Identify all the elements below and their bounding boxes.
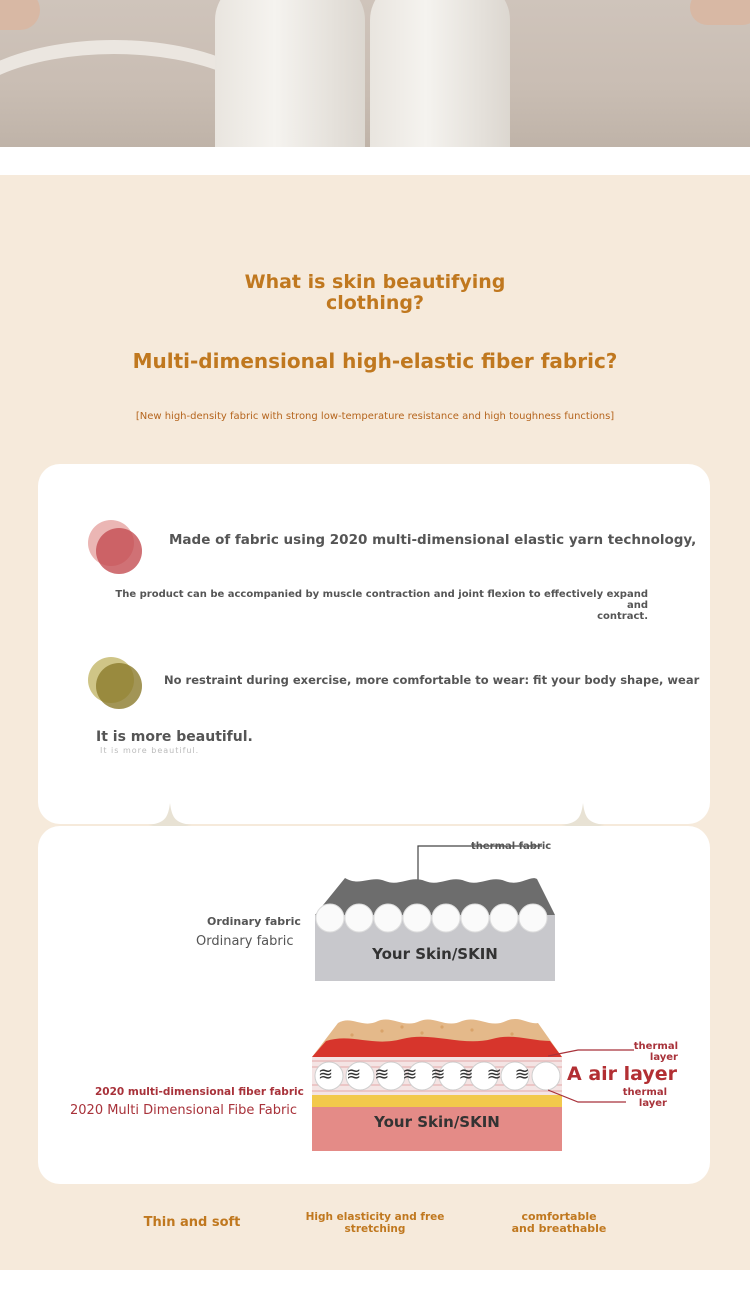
wave-icon: ≋ xyxy=(318,1064,347,1085)
point-2-text: No restraint during exercise, more comfortable to wear: fit your body shape, wear xyxy=(164,673,700,687)
feature-breathable-line-2: and breathable xyxy=(511,1222,607,1235)
skin-label-bottom: Your Skin/SKIN xyxy=(374,1113,500,1131)
heading-line-1: What is skin beautifying xyxy=(244,271,506,293)
wave-icon: ≋ xyxy=(430,1064,459,1085)
feature-elasticity xyxy=(300,1212,450,1235)
skin-label-top: Your Skin/SKIN xyxy=(372,945,498,963)
feature-thin-soft: Thin and soft xyxy=(143,1215,241,1230)
wave-icon: ≋ xyxy=(374,1064,403,1085)
wave-icon: ≋ xyxy=(402,1064,431,1085)
point-1-text: Made of fabric using 2020 multi-dimensional elastic yarn technology, xyxy=(169,532,697,548)
heading-line-2: clothing? xyxy=(325,292,425,314)
point-1-circles-icon xyxy=(88,520,148,575)
ordinary-fabric-label-large: Ordinary fabric xyxy=(196,934,294,949)
thermal-layer-label-1: thermal layer xyxy=(633,1041,678,1063)
fiber-fabric-label-large: 2020 Multi Dimensional Fibe Fabric xyxy=(70,1103,298,1118)
air-layer-label: A air layer xyxy=(567,1063,678,1085)
section-note: [New high-density fabric with strong low-temperature resistance and high toughness functions] xyxy=(135,411,615,422)
ordinary-fabric-label: Ordinary fabric xyxy=(207,915,301,928)
thermal-fabric-label: thermal fabric xyxy=(471,841,552,852)
feature-breathable-line-1: comfortable xyxy=(521,1210,597,1223)
feature-elasticity-line-1: High elasticity and free xyxy=(305,1211,445,1223)
point-2-tail: It is more beautiful. xyxy=(96,729,253,745)
feature-breathable xyxy=(494,1211,624,1235)
ordinary-fabric-diagram xyxy=(315,875,555,981)
wave-icon: ≋ xyxy=(486,1064,515,1085)
air-bubble-row xyxy=(318,1064,568,1085)
point-1-detail xyxy=(112,589,648,622)
point-1-detail-line-1: The product can be accompanied by muscle contraction and joint flexion to effectively expand and xyxy=(115,589,648,611)
section-heading xyxy=(0,272,750,314)
benefits-card xyxy=(38,464,710,824)
point-2-tail-ghost: It is more beautiful. xyxy=(100,746,200,755)
section-subheading: Multi-dimensional high-elastic fiber fabric? xyxy=(132,349,618,373)
wave-icon: ≋ xyxy=(458,1064,487,1085)
fiber-fabric-label: 2020 multi-dimensional fiber fabric xyxy=(95,1086,304,1098)
point-1-detail-line-2: contract. xyxy=(597,611,648,622)
thermal-layer-label-2: thermal layer xyxy=(622,1087,667,1109)
feature-elasticity-line-2: stretching xyxy=(344,1222,406,1235)
wave-icon: ≋ xyxy=(346,1064,375,1085)
hero-photo xyxy=(0,0,750,147)
wave-icon: ≋ xyxy=(514,1064,543,1085)
point-2-circles-icon xyxy=(88,657,148,712)
